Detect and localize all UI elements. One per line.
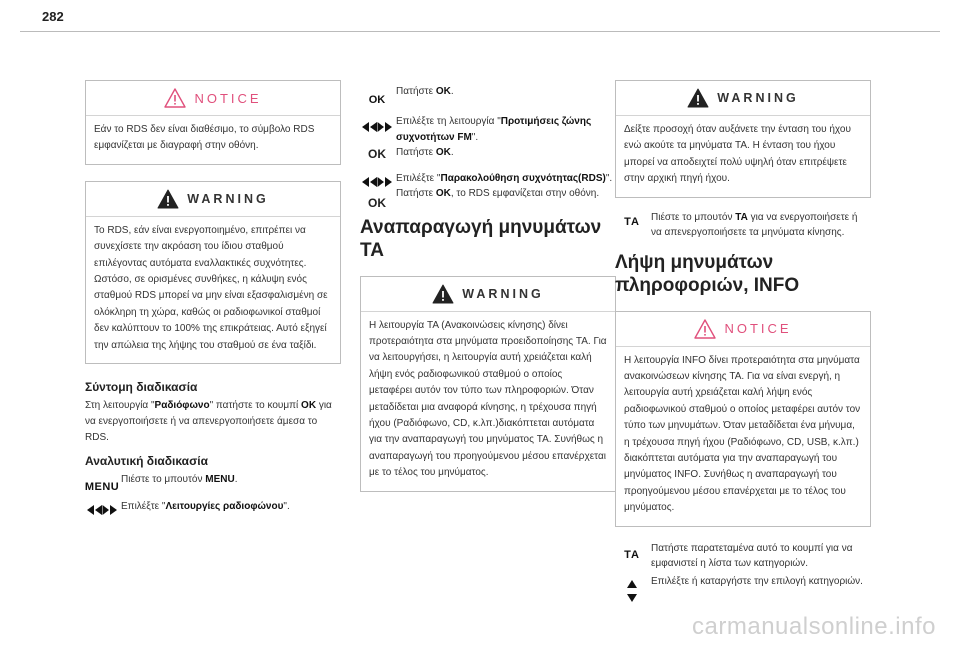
step-long-press-ta (615, 541, 871, 572)
warning-title: WARNING (462, 286, 544, 301)
ta-button-icon: TA (624, 215, 640, 228)
step-press-ta (615, 210, 871, 241)
notice-body: Εάν το RDS δεν είναι διαθέσιμο, το σύμβολο RDS εμφανίζεται με διαγραφή στην οθόνη. (94, 124, 315, 152)
notice-triangle-icon (694, 319, 716, 339)
info-section-heading: Λήψη μηνυμάτων πληροφοριών, INFO (615, 251, 800, 296)
warning-divider (361, 311, 615, 312)
step-menu-text: Πιέστε το μπουτόν MENU. (121, 474, 238, 486)
step-menu (85, 472, 341, 493)
column-3 (615, 80, 871, 608)
notice-divider (616, 346, 870, 347)
step-press-ok-1-text: Πατήστε OK. (396, 86, 454, 97)
notice-divider (86, 115, 340, 116)
notice-box-rds (85, 80, 341, 165)
warning-box-volume (615, 80, 871, 198)
step-select-radio-functions-text: Επιλέξτε "Λειτουργίες ραδιοφώνου". (121, 501, 290, 513)
column-2 (360, 84, 616, 508)
left-right-arrows-icon (85, 499, 119, 515)
notice-title: NOTICE (724, 321, 792, 337)
warning-divider (86, 216, 340, 217)
warning-header (94, 182, 332, 216)
step-select-fm-preferences (360, 114, 616, 161)
step-select-categories (615, 574, 871, 602)
warning-body: Το RDS, εάν είναι ενεργοποιημένο, επιτρέπει να συνεχίσετε την ακρόαση του ίδιου σταθμού επιλέγοντας αυτόματα εναλλακτικές συχνότητες. Ωστόσο, σε ορισμένες συνθήκες, η κάλυψη ενός σταθμού RDS μπορεί να μην είναι εξασφαλισμένη σε ολόκληρη τη χώρα, καθώς οι ραδιοφωνικοί σταθμοί δεν καλύπτουν το 100% της επικράτειας. Αυτό εξηγεί την απώλεια της λήψης του σταθμού σε ένα ταξίδι. (94, 224, 328, 351)
ok-button-icon: OK (368, 94, 386, 106)
left-right-arrows-icon (360, 114, 394, 132)
short-procedure-text: Στη λειτουργία "Ραδιόφωνο" πατήστε το κουμπί OK για να ενεργοποιήσετε ή να απενεργοποιήσετε άμεσα το RDS. (85, 400, 332, 444)
step-select-radio-functions (85, 499, 341, 515)
warning-header (624, 81, 862, 115)
top-divider (20, 31, 940, 32)
left-right-arrows-icon (360, 171, 394, 187)
warning-title: WARNING (187, 191, 269, 206)
notice-body: Η λειτουργία INFO δίνει προτεραιότητα στα μηνύματα ανακοινώσεων κίνησης TA. Για να είναι ενεργή, η λειτουργία αυτή χρειάζεται καλή λήψη ενός ραδιοφωνικού σταθμού ο οποίος μεταφέρει αυτόν τον τύπο των μηνυμάτων. Όταν μεταδίδεται ένα μήνυμα, η τρέχουσα πηγή ήχου (Ραδιόφωνο, CD, USB, κ.λπ.) διακόπτεται αυτόματα για την αναπαραγωγή του μηνύματος INFO. Συνήθως η αναπαραγωγή του προηγούμενου μέσου επανέρχεται με το τέλος του μηνύματος. (624, 354, 861, 514)
notice-header (94, 81, 332, 115)
warning-box-ta (360, 276, 616, 492)
column-1 (85, 80, 341, 521)
step-select-rds-tracking-text: Επιλέξτε "Παρακολούθηση συχνότητας(RDS)". Πατήστε OK, το RDS εμφανίζεται στην οθόνη. (396, 172, 613, 199)
warning-triangle-icon (687, 88, 709, 108)
notice-title: NOTICE (194, 90, 262, 106)
step-press-ok-1 (360, 84, 616, 106)
warning-body: Η λειτουργία TA (Ανακοινώσεις κίνησης) δίνει προτεραιότητα στα μηνύματα προειδοποίησης TA. Για να λειτουργήσει, η λειτουργία αυτή χρειάζεται καλή λήψη ενός ραδιοφωνικού σταθμού ο οποίος μεταφέρει αυτόν τον τύπο των πληροφοριών. Όταν μεταδίδεται μια αναφορά κίνησης, η τρέχουσα πηγή ήχου (Ραδιόφωνο, CD, κ.λπ.)διακόπτεται αυτόματα για την αναπαραγωγή του μηνύματος TA. Συνήθως η αναπαραγωγή του προηγούμενου μέσου επανέρχεται με το τέλος του μηνύματος. (369, 319, 607, 479)
warning-triangle-icon (157, 189, 179, 209)
step-select-fm-preferences-text: Επιλέξτε τη λειτουργία "Προτιμήσεις ζώνης συχνοτήτων FM". Πατήστε OK. (396, 116, 592, 158)
short-procedure-heading: Σύντομη διαδικασία (85, 380, 198, 395)
step-select-rds-tracking (360, 171, 616, 202)
ok-button-icon: OK (368, 146, 386, 161)
detailed-procedure-heading: Αναλυτική διαδικασία (85, 454, 208, 469)
warning-title: WARNING (717, 91, 799, 105)
step-long-press-ta-text: Πατήστε παρατεταμένα αυτό το κουμπί για να εμφανιστεί η λίστα των κατηγοριών. (651, 542, 853, 570)
warning-divider (616, 115, 870, 116)
step-press-ta-text: Πιέστε το μπουτόν TA για να ενεργοποιήσετε ή να απενεργοποιήσετε τα μηνύματα κίνησης. (651, 211, 858, 239)
warning-triangle-icon (432, 284, 454, 304)
ok-button-icon: OK (368, 195, 386, 210)
notice-box-info (615, 311, 871, 527)
warning-body: Δείξτε προσοχή όταν αυξάνετε την ένταση του ήχου ενώ ακούτε τα μηνύματα TA. Η ένταση του ήχου μπορεί να αποδειχτεί πολύ υψηλή όταν επιτρέψετε στην αρχική πηγή ήχου. (624, 124, 851, 185)
notice-header (624, 312, 862, 346)
menu-button-icon: MENU (84, 481, 120, 494)
up-down-arrows-icon (615, 574, 649, 602)
page-number: 282 (42, 9, 64, 24)
warning-header (369, 277, 607, 311)
step-select-categories-text: Επιλέξτε ή καταργήστε την επιλογή κατηγοριών. (651, 575, 863, 587)
ta-button-icon: TA (624, 548, 640, 561)
ta-section-heading: Αναπαραγωγή μηνυμάτων TA (360, 216, 602, 261)
warning-box-rds (85, 181, 341, 364)
notice-triangle-icon (164, 88, 186, 108)
watermark: carmanualsonline.info (692, 613, 936, 640)
